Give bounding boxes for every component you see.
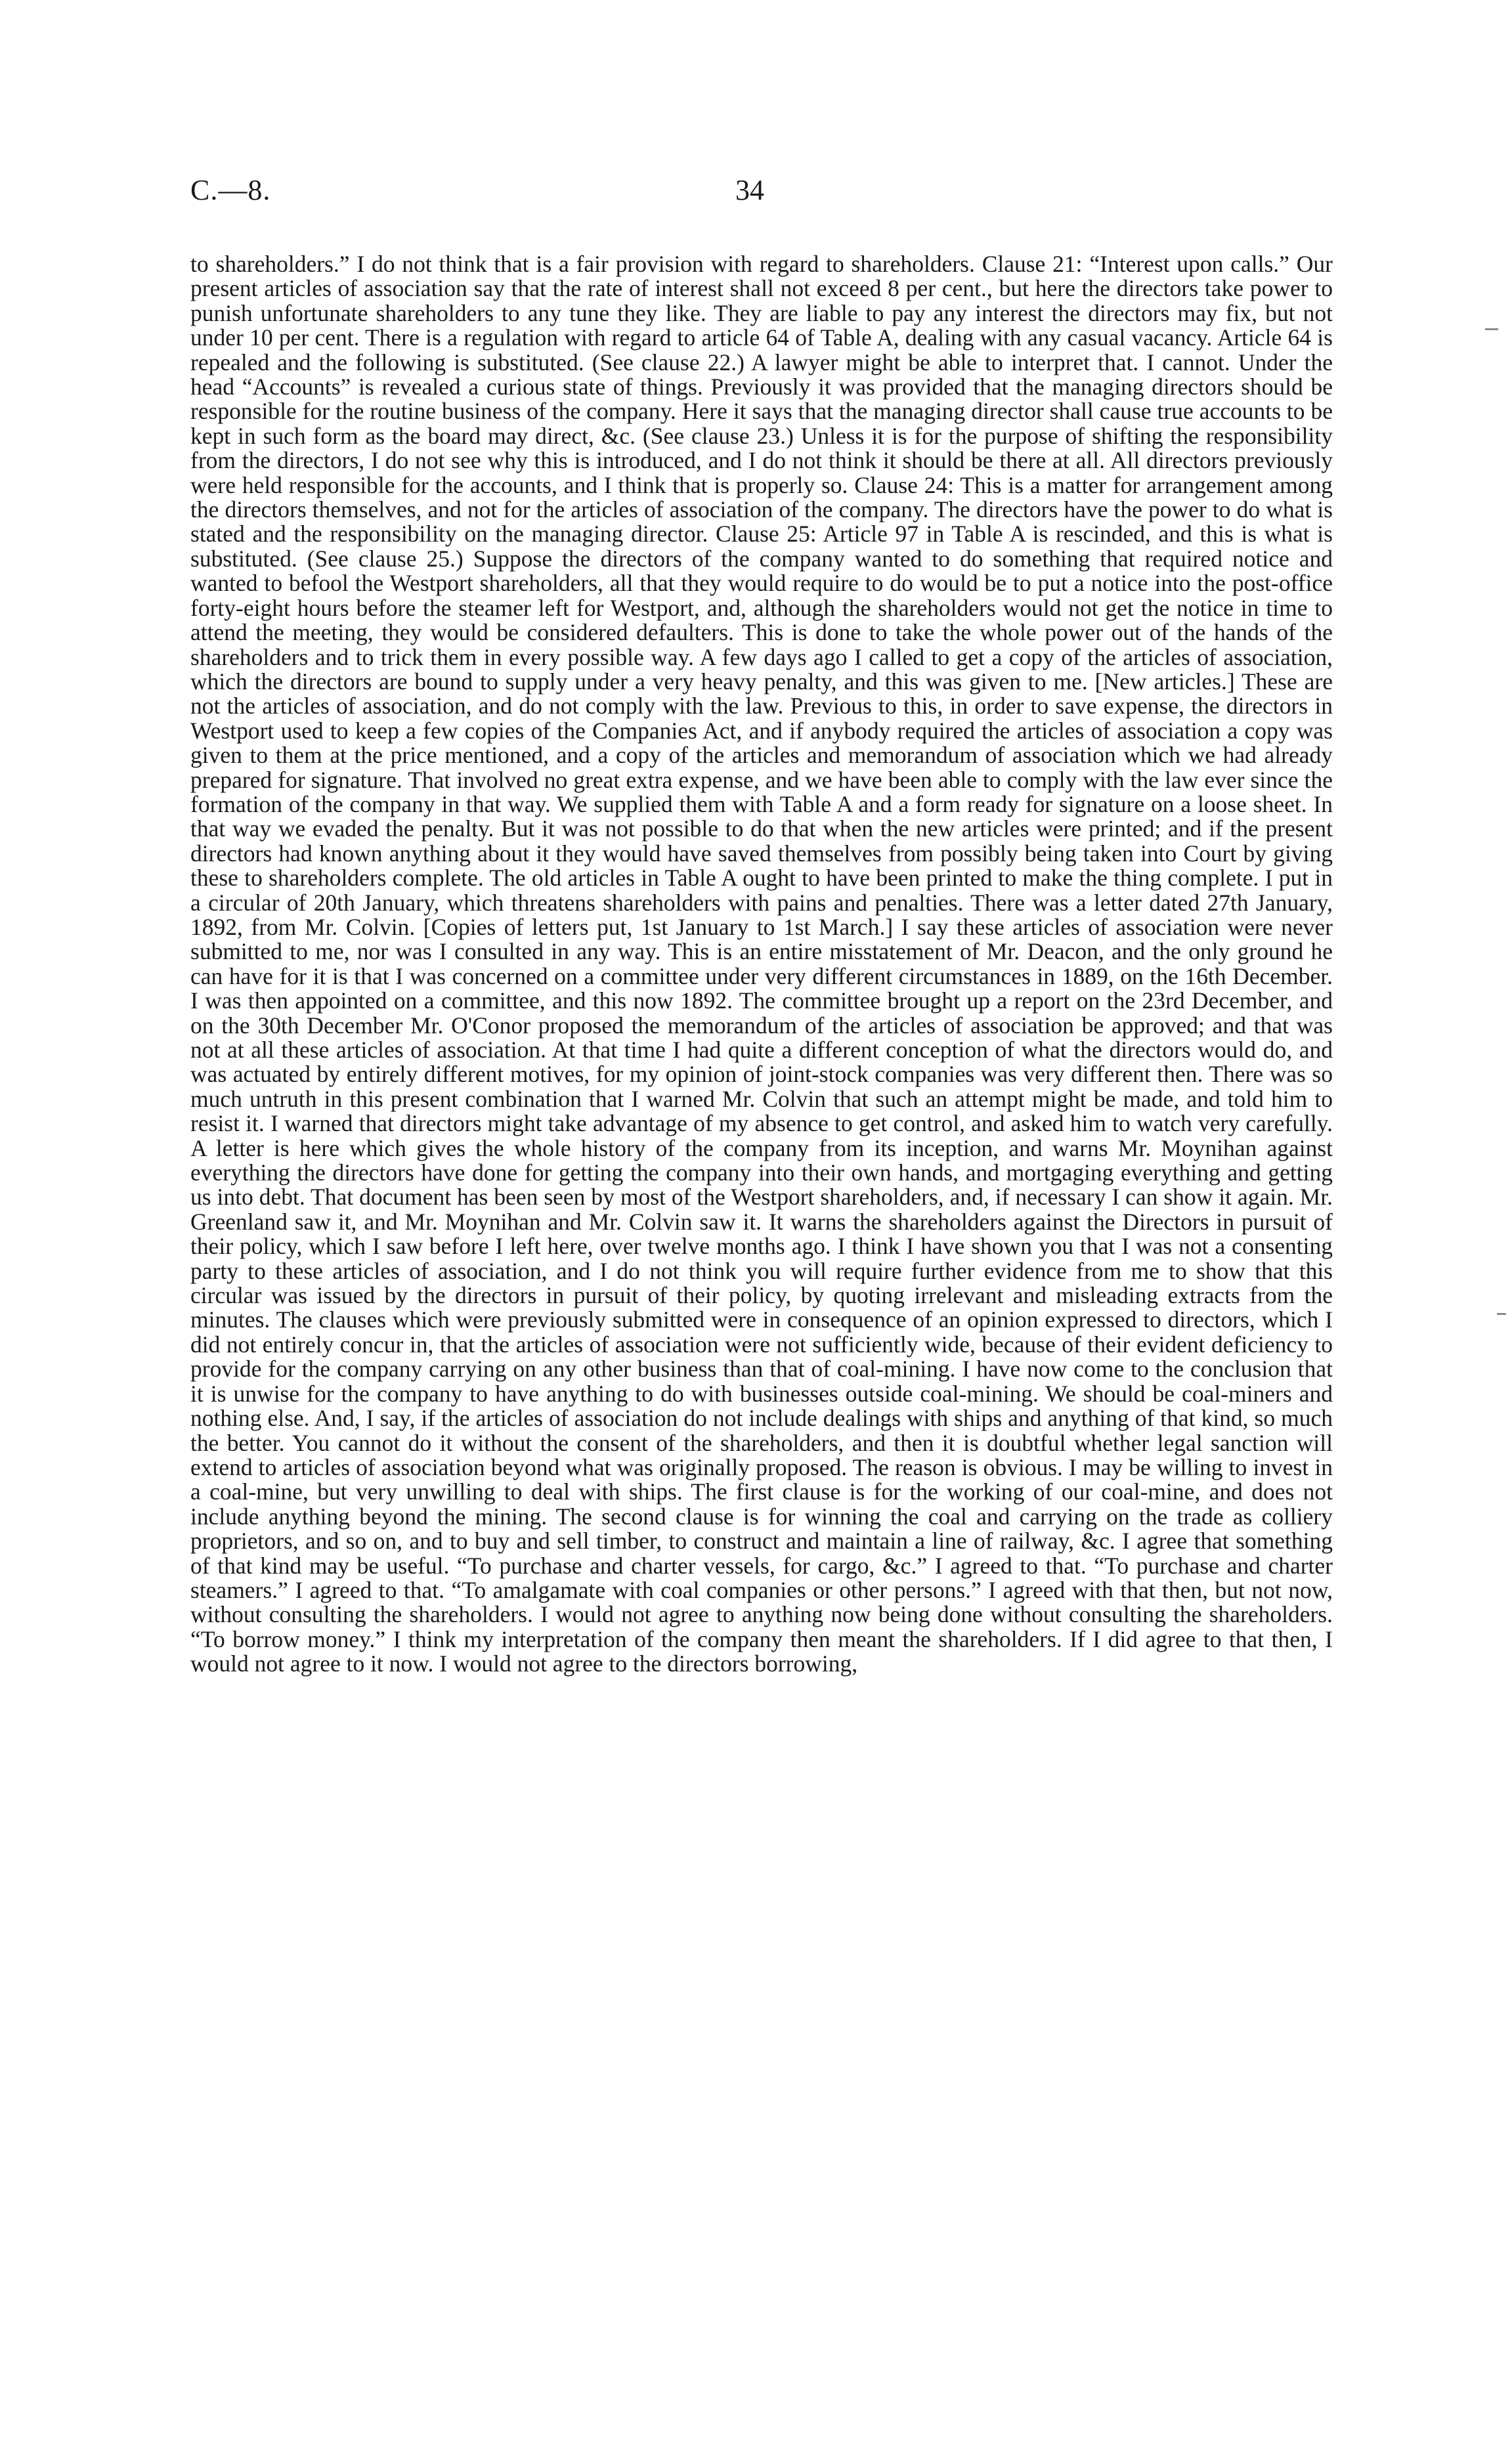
series-mark: C.—8.	[190, 174, 271, 206]
margin-mark	[1485, 328, 1498, 330]
page-header	[190, 173, 1333, 213]
body-paragraph: to shareholders.” I do not think that is a fair provision with regard to shareholders. Clause 21: “Interest upon calls.” Our present articles of association say that the rate of interest shall not exceed 8 per cent., but here the directors take power to punish unfortunate shareholders to any tune they like. They are liable to pay any interest the directors may fix, but not under 10 per cent. There is a regulation with regard to article 64 of Table A, dealing with any casual vacancy. Article 64 is repealed and the following is substituted. (See clause 22.) A lawyer might be able to interpret that. I cannot. Under the head “Accounts” is revealed a curious state of things. Previously it was provided that the managing directors should be responsible for the routine business of the company. Here it says that the managing director shall cause true accounts to be kept in such form as the board may direct, &c. (See clause 23.) Unless it is for the purpose of shifting the responsibility from the directors, I do not see why this is introduced, and I do not think it should be there at all. All directors previously were held responsible for the accounts, and I think that is properly so. Clause 24: This is a matter for arrangement among the directors themselves, and not for the articles of association of the company. The directors have the power to do what is stated and the responsibility on the managing director. Clause 25: Article 97 in Table A is rescinded, and this is what is substituted. (See clause 25.) Suppose the directors of the company wanted to do something that required notice and wanted to befool the Westport shareholders, all that they would require to do would be to put a notice into the post-office forty-eight hours before the steamer left for Westport, and, although the shareholders would not get the notice in time to attend the meeting, they would be considered defaulters. This is done to take the whole power out of the hands of the shareholders and to trick them in every possible way. A few days ago I called to get a copy of the articles of association, which the directors are bound to supply under a very heavy penalty, and this was given to me. [New articles.] These are not the articles of association, and do not comply with the law. Previous to this, in order to save expense, the directors in Westport used to keep a few copies of the Companies Act, and if anybody required the articles of association a copy was given to them at the price mentioned, and a copy of the articles and memorandum of association which we had already prepared for signature. That involved no great extra expense, and we have been able to comply with the law ever since the formation of the company in that way. We supplied them with Table A and a form ready for signature on a loose sheet. In that way we evaded the penalty. But it was not possible to do that when the new articles were printed; and if the present directors had known anything about it they would have saved themselves from possibly being taken into Court by giving these to shareholders complete. The old articles in Table A ought to have been printed to make the thing complete. I put in a circular of 20th January, which threatens shareholders with pains and penalties. There was a letter dated 27th January, 1892, from Mr. Colvin. [Copies of letters put, 1st January to 1st March.] I say these articles of association were never submitted to me, nor was I consulted in any way. This is an entire misstatement of Mr. Deacon, and the only ground he can have for it is that I was concerned on a committee under very different circumstances in 1889, on the 16th December. I was then appointed on a committee, and this now 1892. The committee brought up a report on the 23rd December, and on the 30th December Mr. O'Conor proposed the memorandum of the articles of association be approved; and that was not at all these articles of association. At that time I had quite a different conception of what the directors would do, and was actuated by entirely different motives, for my opinion of joint-stock companies was very different then. There was so much untruth in this present combination that I warned Mr. Colvin that such an attempt might be made, and told him to resist it. I warned that directors might take advantage of my absence to get control, and asked him to watch very carefully. A letter is here which gives the whole history of the company from its inception, and warns Mr. Moynihan against everything the directors have done for getting the company into their own hands, and mortgaging everything and getting us into debt. That document has been seen by most of the Westport shareholders, and, if necessary I can show it again. Mr. Greenland saw it, and Mr. Moynihan and Mr. Colvin saw it. It warns the shareholders against the Directors in pursuit of their policy, which I saw before I left here, over twelve months ago. I think I have shown you that I was not a consenting party to these articles of association, and I do not think you will require further evidence from me to show that this circular was issued by the directors in pursuit of their policy, by quoting irrelevant and misleading extracts from the minutes. The clauses which were previously submitted were in consequence of an opinion expressed to directors, which I did not entirely concur in, that the articles of association were not sufficiently wide, because of their evident deficiency to provide for the company carrying on any other business than that of coal-mining. I have now come to the conclusion that it is unwise for the company to have anything to do with businesses outside coal-mining. We should be coal-miners and nothing else. And, I say, if the articles of association do not include dealings with ships and anything of that kind, so much the better. You cannot do it without the consent of the shareholders, and then it is doubtful whether legal sanction will extend to articles of association beyond what was originally proposed. The reason is obvious. I may be willing to invest in a coal-mine, but very unwilling to deal with ships. The first clause is for the working of our coal-mine, and does not include anything beyond the mining. The second clause is for winning the coal and carrying on the trade as colliery proprietors, and so on, and to buy and sell timber, to construct and maintain a line of railway, &c. I agree that something of that kind may be useful. “To purchase and charter vessels, for cargo, &c.” I agreed to that. “To purchase and charter steamers.” I agreed to that. “To amalgamate with coal companies or other persons.” I agreed with that then, but not now, without consulting the shareholders. I would not agree to anything now being done without consulting the shareholders. “To borrow money.” I think my interpretation of the company then meant the shareholders. If I did agree to that then, I would not agree to it now. I would not agree to the directors borrowing,	[190, 251, 1333, 1677]
margin-mark	[1497, 1313, 1506, 1315]
body-text	[190, 252, 1333, 2418]
page-number: 34	[735, 174, 764, 206]
